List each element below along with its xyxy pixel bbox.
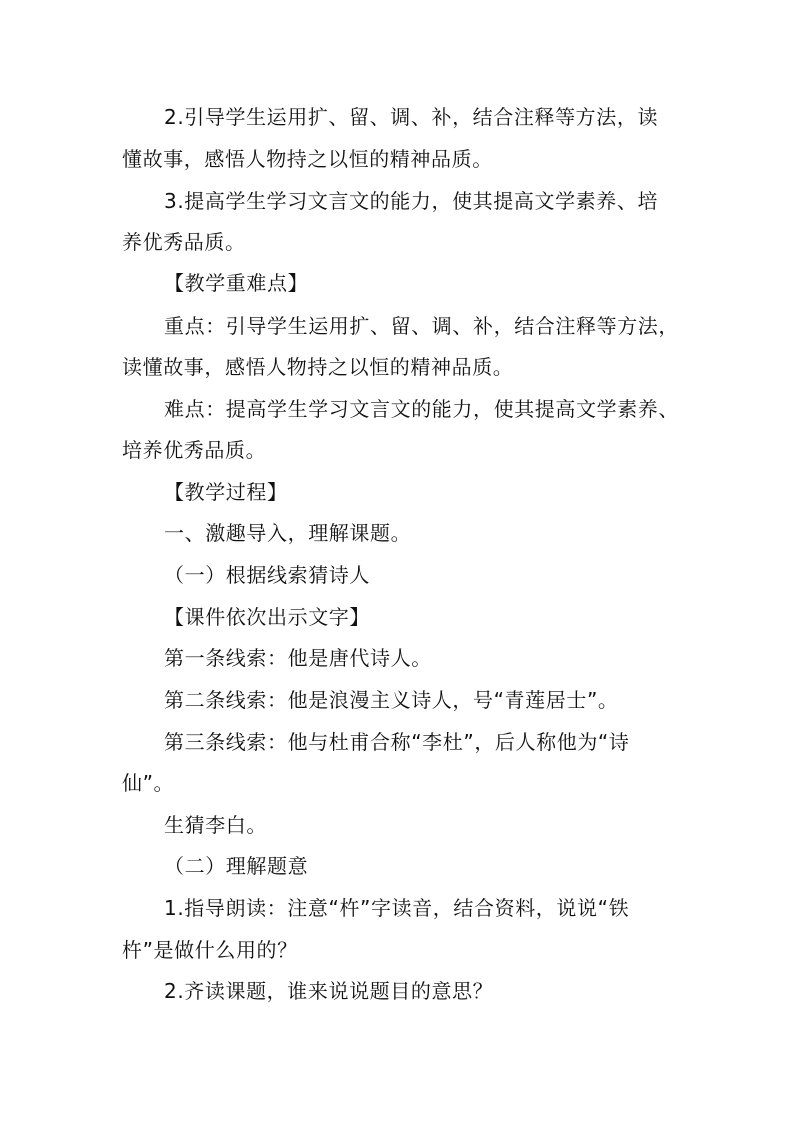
- goal-2-line-1: 2.引导学生运用扩、留、调、补，结合注释等方法，读: [164, 105, 659, 129]
- section-1-title: 一、激趣导入，理解课题。: [164, 521, 412, 545]
- heading-teaching-process: 【教学过程】: [164, 480, 288, 504]
- clue-3-line-2: 仙”。: [122, 771, 175, 795]
- subsection-1-title: （一）根据线索猜诗人: [164, 563, 370, 587]
- goal-3-line-1: 3.提高学生学习文言文的能力，使其提高文学素养、培: [164, 189, 659, 213]
- key-point-line-2: 读懂故事，感悟人物持之以恒的精神品质。: [122, 355, 514, 379]
- difficult-point-line-2: 培养优秀品质。: [122, 438, 267, 462]
- student-guess: 生猜李白。: [164, 813, 267, 837]
- step-2: 2.齐读课题，谁来说说题目的意思？: [164, 979, 494, 1003]
- key-point-line-1: 重点：引导学生运用扩、留、调、补，结合注释等方法，: [164, 314, 679, 338]
- step-1-line-1: 1.指导朗读：注意“杵”字读音，结合资料，说说“铁: [164, 896, 630, 920]
- clue-2: 第二条线索：他是浪漫主义诗人，号“青莲居士”。: [164, 688, 619, 712]
- goal-2-line-2: 懂故事，感悟人物持之以恒的精神品质。: [122, 147, 493, 171]
- goal-3-line-2: 养优秀品质。: [122, 230, 246, 254]
- step-1-line-2: 杵”是做什么用的？: [122, 938, 298, 962]
- subsection-2-title: （二）理解题意: [164, 854, 309, 878]
- difficult-point-line-1: 难点：提高学生学习文言文的能力，使其提高文学素养、: [164, 397, 679, 421]
- courseware-note: 【课件依次出示文字】: [164, 605, 370, 629]
- heading-key-points: 【教学重难点】: [164, 271, 309, 295]
- clue-1: 第一条线索：他是唐代诗人。: [164, 646, 432, 670]
- clue-3-line-1: 第三条线索：他与杜甫合称“李杜”，后人称他为“诗: [164, 730, 630, 754]
